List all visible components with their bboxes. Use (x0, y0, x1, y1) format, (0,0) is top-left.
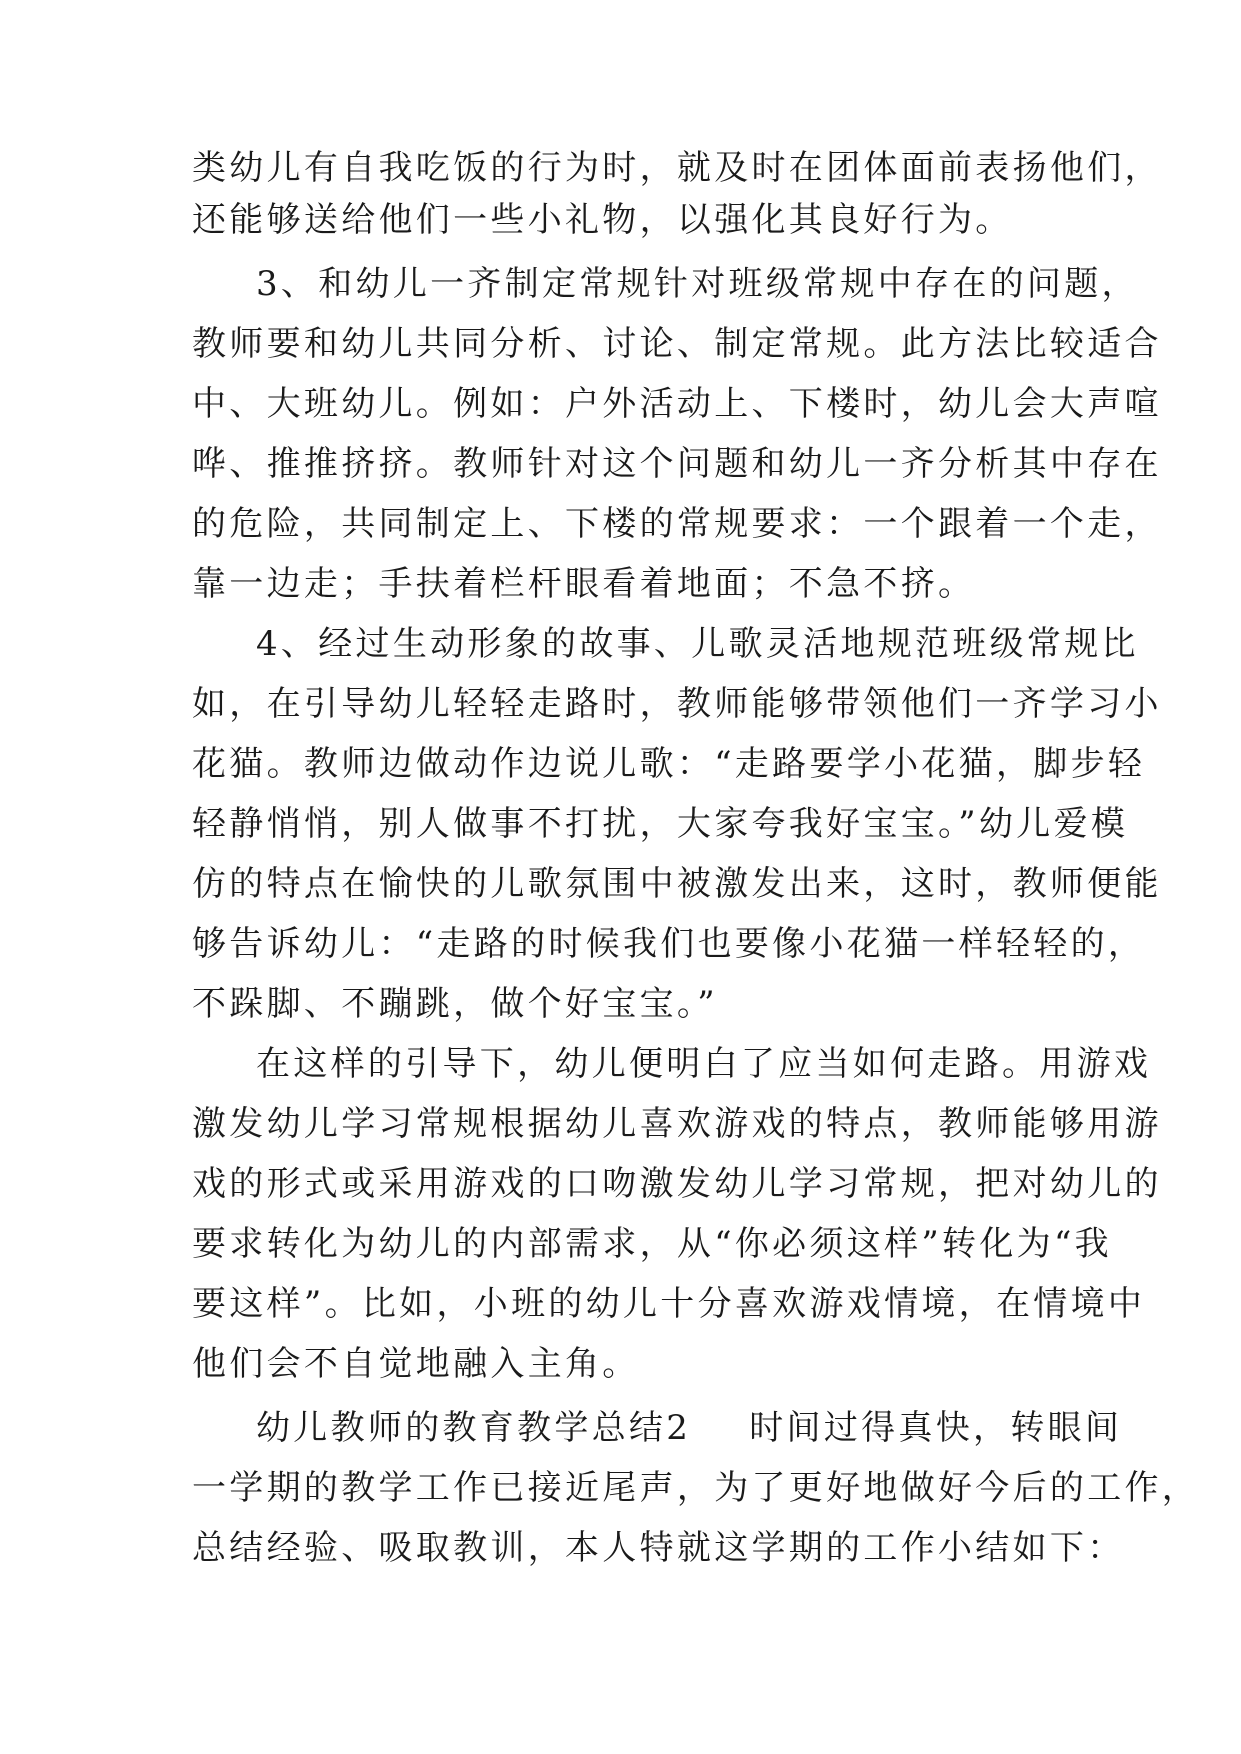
text-line: 戏的形式或采用游戏的口吻激发幼儿学习常规，把对幼儿的 (192, 1164, 1162, 1204)
text-line: 要求转化为幼儿的内部需求，从“你必须这样”转化为“我 (192, 1224, 1112, 1264)
text-line: 轻静悄悄，别人做事不打扰，大家夸我好宝宝。”幼儿爱模 (192, 804, 1129, 844)
section-heading: 幼儿教师的教育教学总结2 (256, 1408, 692, 1448)
text-line: 类幼儿有自我吃饭的行为时，就及时在团体面前表扬他们， (192, 148, 1162, 188)
section-heading-line (256, 1408, 1122, 1448)
text-line: 靠一边走；手扶着栏杆眼看着地面；不急不挤。 (192, 564, 976, 604)
text-line: 花猫。教师边做动作边说儿歌：“走路要学小花猫，脚步轻 (192, 744, 1146, 784)
text-line: 教师要和幼儿共同分析、讨论、制定常规。此方法比较适合 (192, 324, 1162, 364)
text-line: 要这样”。比如，小班的幼儿十分喜欢游戏情境，在情境中 (192, 1284, 1146, 1324)
text-line: 哗、推推挤挤。教师针对这个问题和幼儿一齐分析其中存在 (192, 444, 1162, 484)
text-line: 总结经验、吸取教训，本人特就这学期的工作小结如下： (192, 1528, 1125, 1568)
text-line: 他们会不自觉地融入主角。 (192, 1344, 640, 1384)
text-line: 激发幼儿学习常规根据幼儿喜欢游戏的特点，教师能够用游 (192, 1104, 1162, 1144)
paragraph-start-line: 在这样的引导下，幼儿便明白了应当如何走路。用游戏 (256, 1044, 1152, 1084)
section-intro-text: 时间过得真快，转眼间 (749, 1408, 1123, 1448)
text-line: 不跺脚、不蹦跳，做个好宝宝。” (192, 984, 718, 1024)
text-line: 仿的特点在愉快的儿歌氛围中被激发出来，这时，教师便能 (192, 864, 1162, 904)
text-line: 够告诉幼儿：“走路的时候我们也要像小花猫一样轻轻的， (192, 924, 1146, 964)
text-line: 还能够送给他们一些小礼物，以强化其良好行为。 (192, 200, 1013, 240)
text-line: 的危险，共同制定上、下楼的常规要求：一个跟着一个走， (192, 504, 1162, 544)
text-line: 如，在引导幼儿轻轻走路时，教师能够带领他们一齐学习小 (192, 684, 1162, 724)
text-line: 中、大班幼儿。例如：户外活动上、下楼时，幼儿会大声喧 (192, 384, 1162, 424)
paragraph-start-line: 4、经过生动形象的故事、儿歌灵活地规范班级常规比 (256, 624, 1139, 664)
text-line: 一学期的教学工作已接近尾声，为了更好地做好今后的工作， (192, 1468, 1200, 1508)
paragraph-start-line: 3、和幼儿一齐制定常规针对班级常规中存在的问题， (256, 264, 1139, 304)
